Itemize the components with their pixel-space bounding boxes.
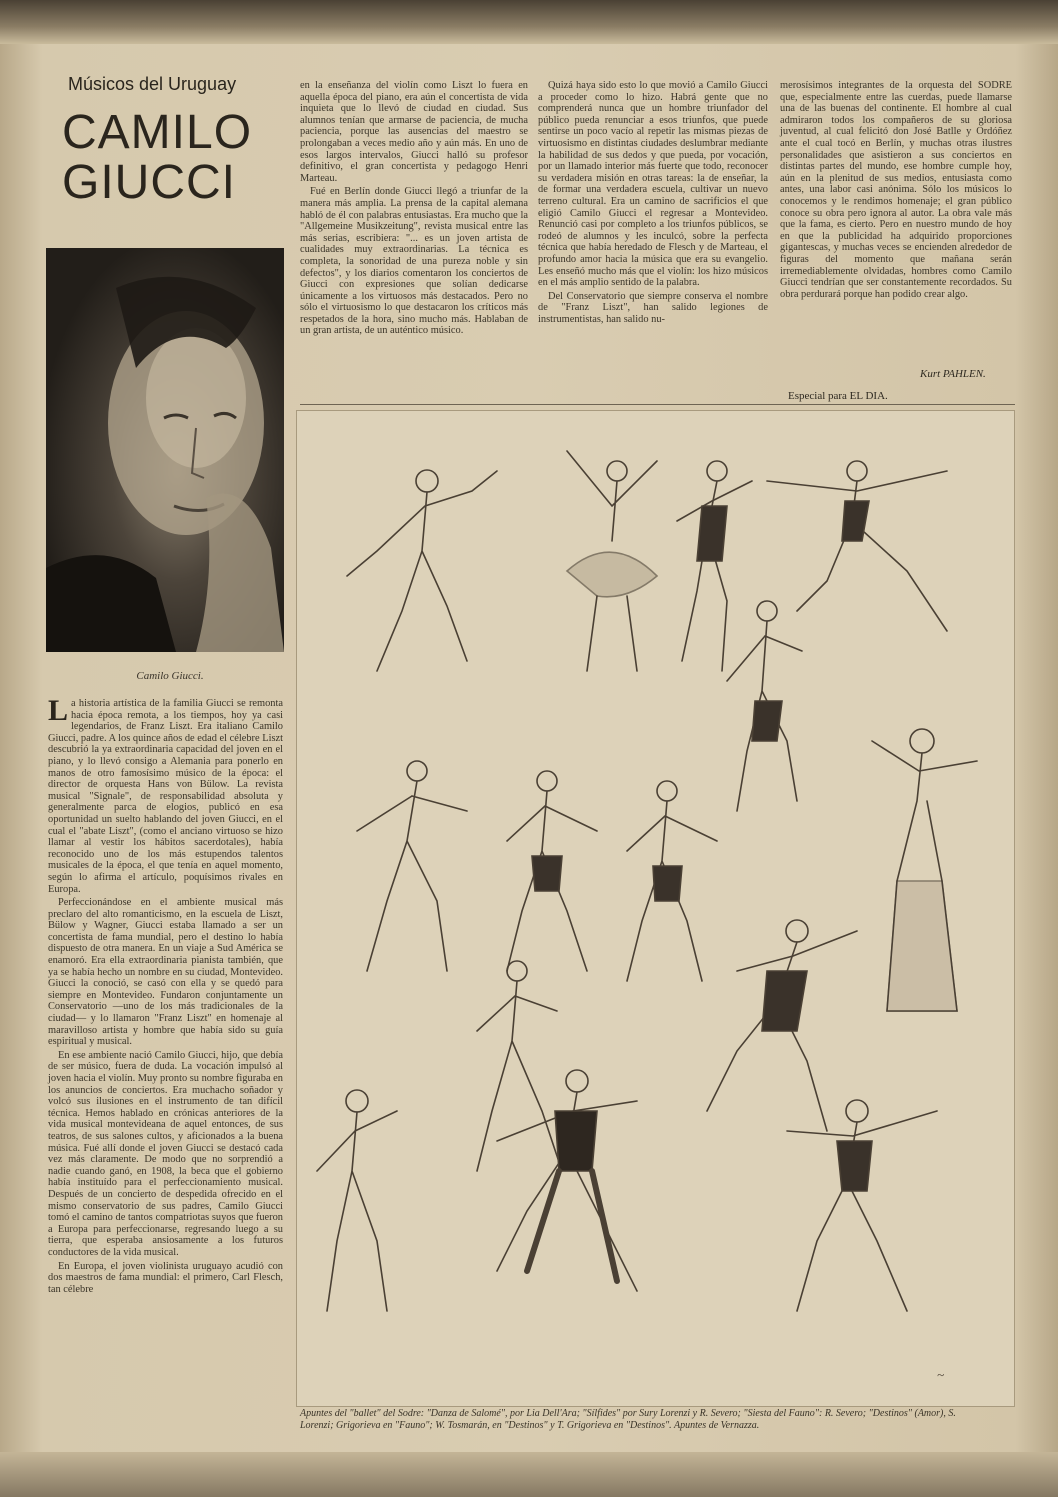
drop-cap: L <box>48 694 69 727</box>
author-signature: Kurt PAHLEN. <box>920 368 986 380</box>
paragraph-1: La historia artística de la familia Giucci se remonta hacia época remota, a los tiempos, hoy ya casi legendarios, de Franz Liszt. Era italiano Camilo Giucci, padre. A los quince años de edad el célebre Liszt descubrió la ya extraordinaria capacidad del joven en el piano, y lo llevó consigo a Alemania para ponerlo en manos de otro famosísimo músico de la época: el director de orquesta Hans von Bülow. La revista musical "Signale", de responsabilidad absoluta y generalmente parca de elogios, publicó en esa oportunidad un suelto hablando del joven Giucci, en el cual el "abate Liszt", (como el anciano virtuoso se hizo llamar al vestir los hábitos sacerdotales), había reconocido uno de los más estupendos talentos musicales de la época, el que tenía en aquel momento, según lo afirma el artículo, poquísimos rivales en Europa. <box>48 694 283 895</box>
article-column-3 <box>538 80 768 327</box>
ballet-sketches-illustration <box>296 410 1015 1407</box>
svg-text:~: ~ <box>937 1367 945 1382</box>
paragraph-5: en la enseñanza del violín como Liszt lo fuera en aquella época del piano, era aún el concertista de vida inquieta que lo llevó de ciudad en ciudad. Sus alumnos tenían que armarse de paciencia, de mucha paciencia, porque las ausencias del maestro se prolongaban a veces medio año y aún más. En uno de esos largos intervalos, Giucci halló su profesor definitivo, el gran concertista y pedagogo Henri Marteau. <box>300 80 528 184</box>
page-top-edge <box>0 0 1058 44</box>
paragraph-3: En ese ambiente nació Camilo Giucci, hijo, que debía de ser músico, fuera de duda. La vocación impulsó al joven hacia el violín. Muy pronto su nombre figuraba en los anuncios de conciertos. Era muchacho soñador y volcó sus ilusiones en el instrumento de tan difícil técnica. Hemos hablado en crónicas anteriores de la vida musical montevideana de aquel entonces, de sus teatros, de sus salones cultos, y aficionados a la buena música. Fué allí donde el joven Giucci se destacó cada vez más claramente. De modo que no sorprendió a nadie cuando ganó, en 1908, la beca que el gobierno había instituído para el perfeccionamiento musical. Después de un concierto de despedida ofrecido en el mismo conservatorio de sus padres, Camilo Giucci tomó el camino de tantos compatriotas suyos que fueron a Europa para perfeccionarse, regresando luego a su tierra, que esperaba ansiosamente a los futuros conductores de la vida musical. <box>48 1049 283 1258</box>
paragraph-8: Del Conservatorio que siempre conserva el nombre de "Franz Liszt", han salido legiones de instrumentistas, han salido nu- <box>538 290 768 325</box>
title-line-2: GIUCCI <box>62 156 236 209</box>
section-kicker: Músicos del Uruguay <box>68 74 237 94</box>
paragraph-4: En Europa, el joven violinista uruguayo acudió con dos maestros de fama mundial: el primero, Carl Flesch, tan célebre <box>48 1260 283 1295</box>
portrait-caption: Camilo Giucci. <box>136 670 204 682</box>
ballet-dancers-drawing <box>297 411 1014 1406</box>
page-bottom-edge <box>0 1452 1058 1497</box>
portrait-drawing <box>46 248 284 652</box>
portrait-photo <box>46 248 284 652</box>
article-column-4 <box>780 80 1012 302</box>
illustration-caption: Apuntes del "ballet" del Sodre: "Danza de Salomé", por Lia Dell'Ara; "Sílfides" por Sury Lorenzi y R. Severo; "Siesta del Fauno": R. Severo; "Destinos" (Amor), S. Lorenzi; Grigorieva en "Fauno"; W. Tosmarán, en "Destinos" y T. Grigorieva en "Destinos". Apuntes de Vernazza. <box>300 1408 956 1431</box>
special-credit: Especial para EL DIA. <box>788 390 888 402</box>
title-line-1: CAMILO <box>62 106 253 159</box>
article-column-2 <box>300 80 528 339</box>
paragraph-2: Perfeccionándose en el ambiente musical más preclaro del alto romanticismo, en la escuela de Liszt, Bülow y Wagner, Giucci estaba llamado a ser un concertista de fama mundial, pero el destino lo había dispuesto de otra manera. En un viaje a Sud América se enamoró. Era ella extraordinaria pianista también, que ya se había hecho un nombre en su ciudad, Montevideo. Giucci la conoció, se casó con ella y se quedó para siempre en Montevideo. Fundaron conjuntamente un Conservatorio —uno de los más tradicionales de la ciudad— y lo llamaron "Franz Liszt" en homenaje al maravilloso artista y hombre que había sido su guía espiritual y musical. <box>48 897 283 1048</box>
paragraph-6: Fué en Berlín donde Giucci llegó a triunfar de la manera más amplia. La prensa de la capital alemana habló de él con palabras entusiastas. Era mucho que la "Allgemeine Musikzeitung", revista musical entre las más serias, escribiera: "... es un joven artista de cualidades muy extraordinarias. La técnica es completa, la sonoridad de una pureza noble y sin defectos", y los diarios comentaron los conciertos de Giucci con expresiones que solían dedicarse únicamente a los virtuosos más destacados. Pero no sólo el virtuosismo lo que destacaron los críticos más respetados de la hora, sino mucho más. Hablaban de un gran artista, de un auténtico músico. <box>300 186 528 337</box>
article-title <box>62 108 294 208</box>
section-divider <box>300 404 1015 405</box>
article-column-1 <box>48 694 283 1297</box>
paragraph-9: merosísimos integrantes de la orquesta del SODRE que, especialmente entre las cuerdas, puede llamarse una de las buenas del continente. El hombre al cual admiraron todos los compañeros de su gloriosa juventud, al cual felicitó don José Batlle y Ordóñez ante el cual tocó en Berlín, y muchas otras ilustres personalidades que asistieron a sus conciertos en distintas partes del mundo, ese hombre cumple hoy, aún en la plenitud de sus medios, entusiasta como antes, una labor casi anónima. Sólo los músicos lo conocemos y le rendimos homenaje; el gran público conoce su obra pero ignora al autor. La obra vale más que la fama, es cierto. Pero en nuestro mundo de hoy en que la publicidad ha adquirido proporciones gigantescas, y muchas veces se encienden alrededor de figuras del momento que mañana serán irremediablemente olvidadas, hombres como Camilo Giucci tendrían que ser constantemente recordados. Su obra perdurará porque han podido crear algo. <box>780 80 1012 300</box>
paragraph-7: Quizá haya sido esto lo que movió a Camilo Giucci a proceder como lo hizo. Habrá gente que no comprenderá nunca que un hombre triunfador del público pueda renunciar a esos triunfos, que puede sentirse un poco vacío al repetir las mismas piezas de virtuosismo en distintas ciudades deslumbrar mediante la habilidad de sus dedos y que pueda, por vocación, por un llamado interior más fuerte que todo, reconocer su verdadera misión en otras tareas: la de enseñar, la de formar una verdadera escuela, cultivar un nuevo terreno cultural. Era un camino de sacrificios el que eligió Camilo Giucci el regresar a Montevideo. Renunció casi por completo a los triunfos públicos, se rodeó de alumnos y les inculcó, sobre la perfecta técnica que había heredado de Flesch y de Marteau, el profundo amor hacia la música que era su evangelio. Les enseñó mucho más que el violín: los hizo músicos en el más amplio sentido de la palabra. <box>538 80 768 289</box>
